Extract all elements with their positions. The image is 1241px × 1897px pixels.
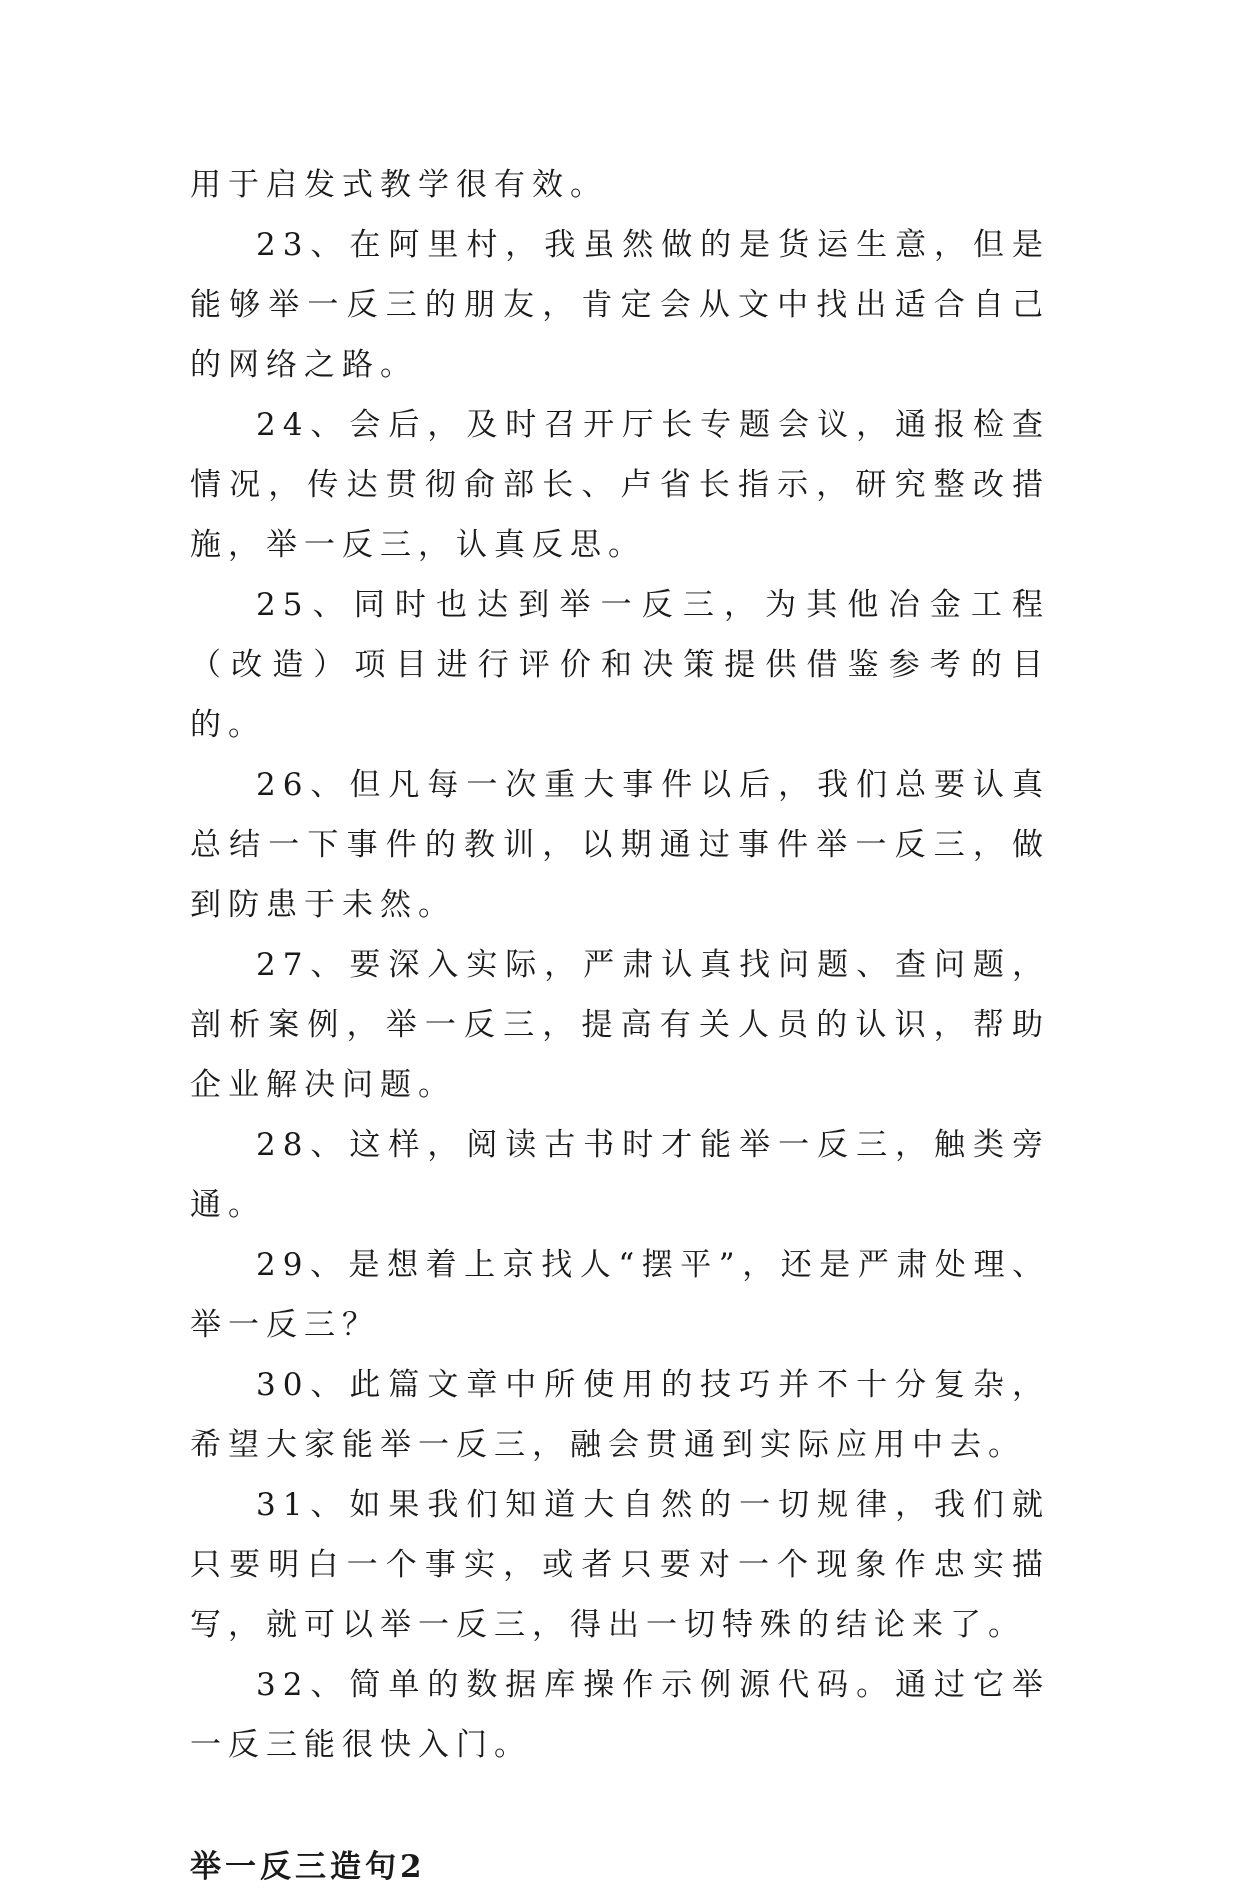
sentence-29: 29、是想着上京找人“摆平”，还是严肃处理、举一反三？ <box>190 1247 1050 1343</box>
sentence-32: 32、简单的数据库操作示例源代码。通过它举一反三能很快入门。 <box>190 1667 1050 1763</box>
sentence-27: 27、要深入实际，严肃认真找问题、查问题，剖析案例，举一反三，提高有关人员的认识，帮助企业解决问题。 <box>190 947 1050 1103</box>
sentence-26: 26、但凡每一次重大事件以后，我们总要认真总结一下事件的教训，以期通过事件举一反三，做到防患于未然。 <box>190 767 1050 923</box>
sentence-24: 24、会后，及时召开厅长专题会议，通报检查情况，传达贯彻俞部长、卢省长指示，研究整改措施，举一反三，认真反思。 <box>190 407 1050 563</box>
sentence-28: 28、这样，阅读古书时才能举一反三，触类旁通。 <box>190 1127 1050 1223</box>
sentence-30: 30、此篇文章中所使用的技巧并不十分复杂，希望大家能举一反三，融会贯通到实际应用中去。 <box>190 1367 1050 1463</box>
paragraph-continuation: 用于启发式教学很有效。 <box>190 167 608 203</box>
sentence-31: 31、如果我们知道大自然的一切规律，我们就只要明白一个事实，或者只要对一个现象作忠实描写，就可以举一反三，得出一切特殊的结论来了。 <box>190 1487 1050 1643</box>
sentence-23: 23、在阿里村，我虽然做的是货运生意，但是能够举一反三的朋友，肯定会从文中找出适合自己的网络之路。 <box>190 227 1050 383</box>
sentence-25: 25、同时也达到举一反三，为其他冶金工程（改造）项目进行评价和决策提供借鉴参考的目的。 <box>190 587 1050 743</box>
section-heading: 举一反三造句2 <box>190 1849 426 1885</box>
document-body <box>190 155 1050 1897</box>
